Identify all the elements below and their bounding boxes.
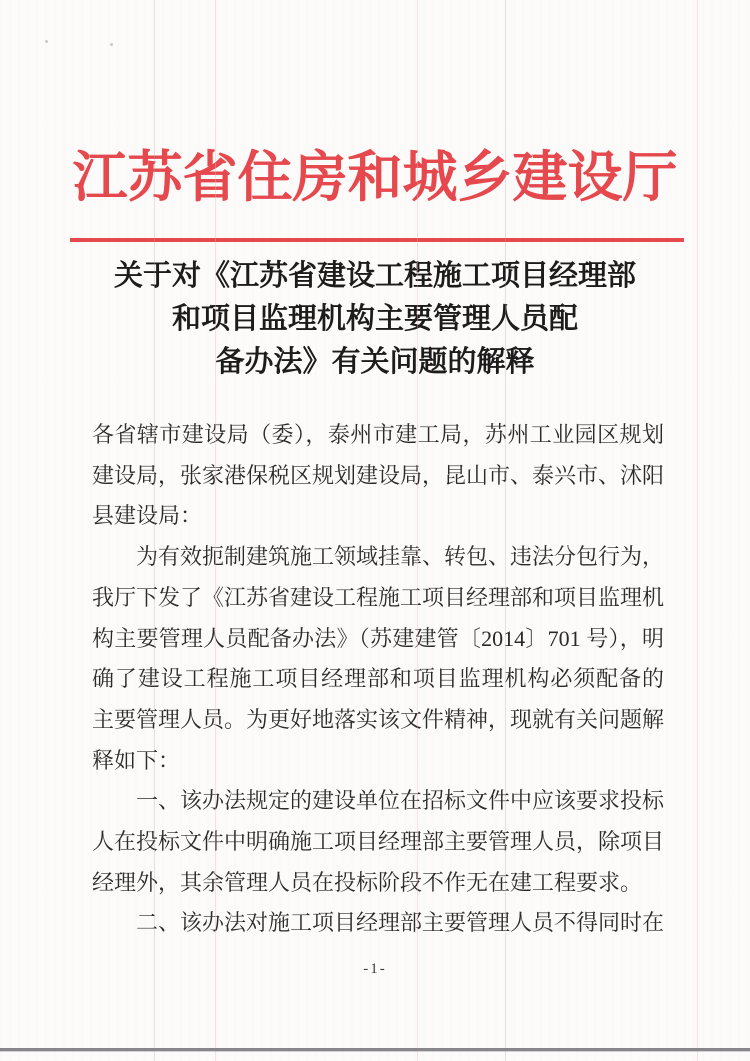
- scan-speck: [45, 40, 48, 43]
- red-divider-line: [70, 238, 684, 242]
- body-paragraph: [92, 781, 664, 903]
- text-line: 为有效扼制建筑施工领域挂靠、转包、违法分包行为，: [136, 544, 665, 570]
- text-line: 人在投标文件中明确施工项目经理部主要管理人员，除项目: [92, 829, 665, 855]
- text-line: 各省辖市建设局（委），泰州市建工局，苏州工业园区规划: [92, 422, 664, 447]
- page-number: -1-: [363, 961, 387, 977]
- text-line: 县建设局：: [92, 503, 203, 529]
- text-line: 构主要管理人员配备办法》（苏建建管〔2014〕701 号），明: [92, 625, 664, 651]
- text-line: 二、该办法对施工项目经理部主要管理人员不得同时在: [136, 910, 665, 936]
- text-line: 一、该办法规定的建设单位在招标文件中应该要求投标: [136, 788, 665, 814]
- text-line: 我厅下发了《江苏省建设工程施工项目经理部和项目监理机: [92, 584, 665, 610]
- document-title-line: 关于对《江苏省建设工程施工项目经理部: [113, 260, 636, 292]
- page-edge-line: [0, 1048, 750, 1051]
- document-title-line: 和项目监理机构主要管理人员配: [171, 303, 578, 335]
- agency-letterhead-title: 江苏省住房和城乡建设厅: [72, 147, 678, 208]
- text-line: 建设局，张家港保税区规划建设局，昆山市、泰兴市、沭阳: [92, 462, 665, 488]
- text-line: 经理外，其余管理人员在投标阶段不作无在建工程要求。: [92, 869, 643, 895]
- body-paragraph: [92, 537, 664, 781]
- document-title: [0, 255, 750, 384]
- body-paragraph: [92, 903, 664, 944]
- body-paragraph: [92, 415, 664, 537]
- text-line: 释如下：: [92, 747, 181, 773]
- scan-speck: [110, 43, 113, 46]
- text-line: 确了建设工程施工项目经理部和项目监理机构必须配备的: [92, 666, 664, 692]
- document-body: [92, 415, 664, 944]
- document-title-line: 备办法》有关问题的解释: [215, 346, 535, 378]
- text-line: 主要管理人员。为更好地落实该文件精神，现就有关问题解: [92, 706, 665, 732]
